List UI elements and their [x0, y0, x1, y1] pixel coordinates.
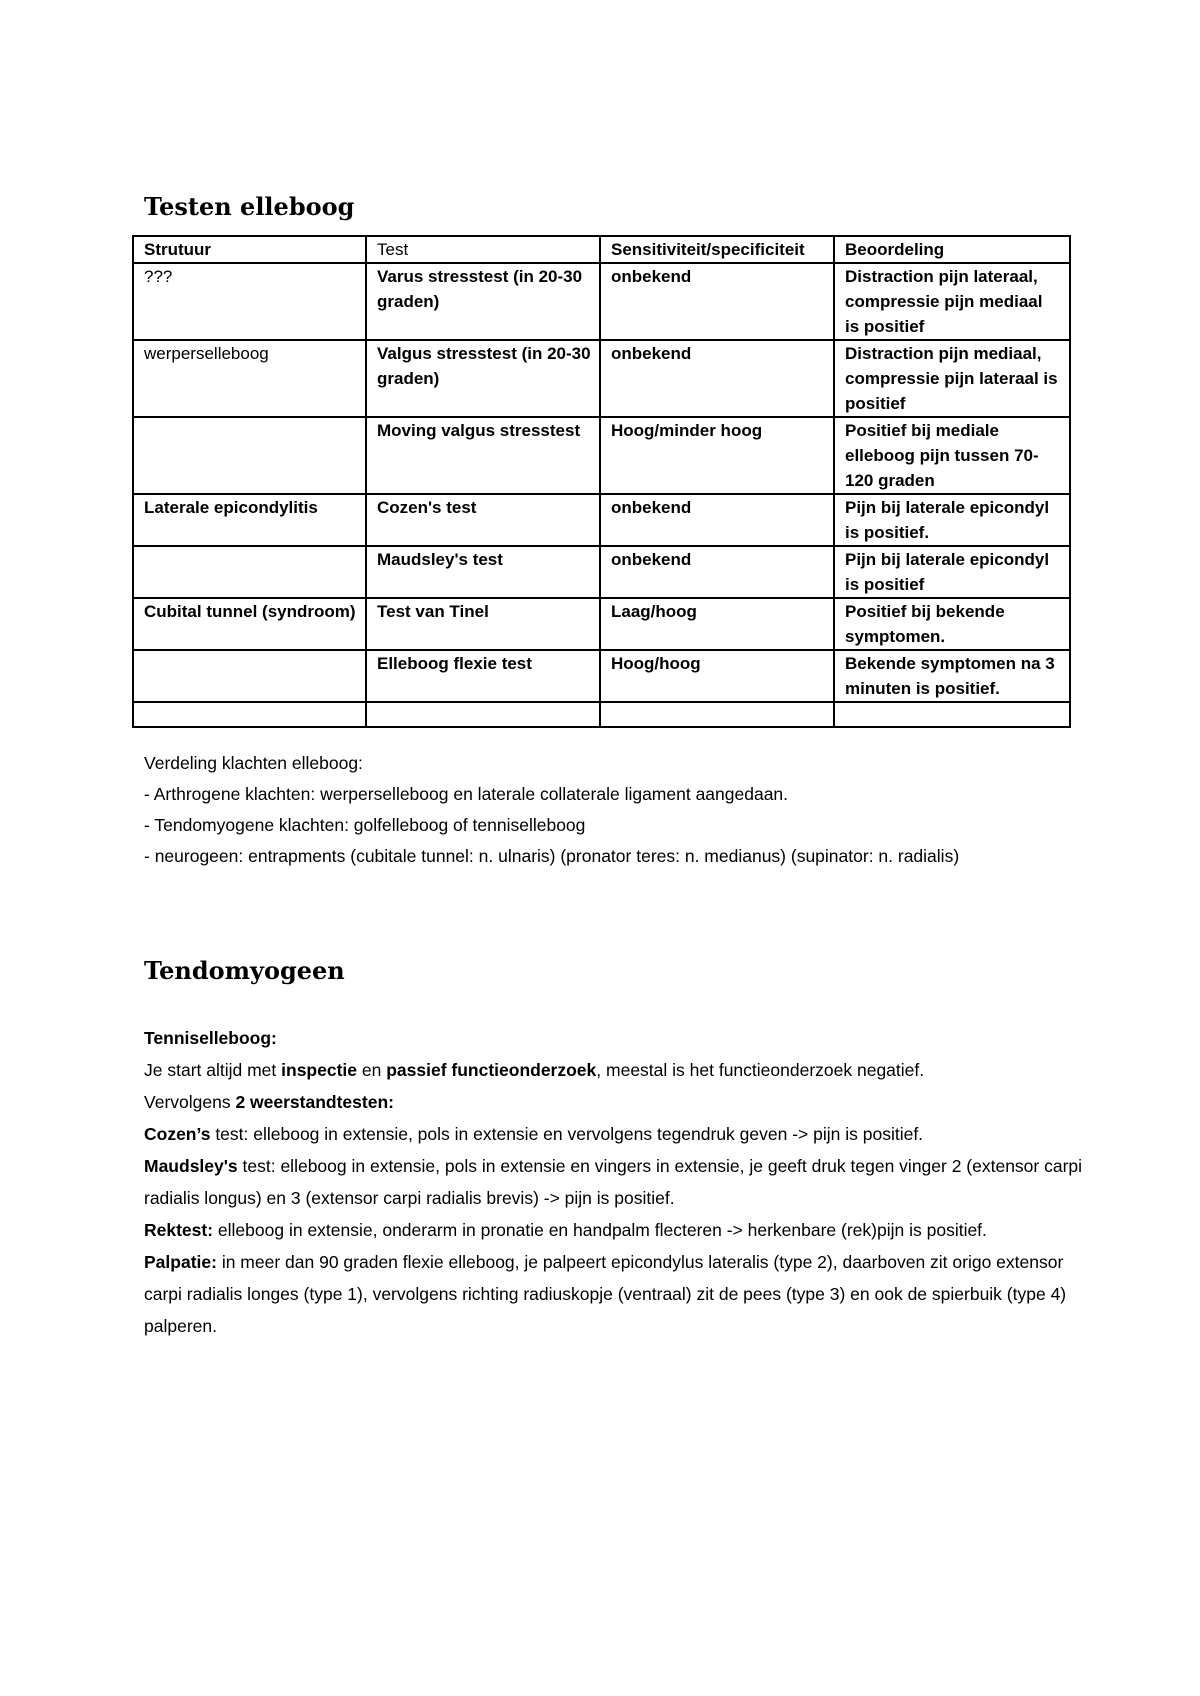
bold-run: Cozen’s [144, 1124, 211, 1144]
table-cell: Distraction pijn mediaal, compressie pijn lateraal is positief [834, 340, 1070, 417]
table-cell [133, 702, 366, 727]
table-row [133, 650, 1070, 702]
header-cell: Test [366, 236, 600, 263]
table-cell [600, 702, 834, 727]
tenniselleboog-section [144, 1022, 1084, 1342]
page-title: Testen elleboog [144, 192, 355, 221]
text-run: elleboog in extensie, onderarm in pronatie en handpalm flecteren -> herkenbare (rek)pijn is positief. [213, 1220, 987, 1240]
table-row [133, 702, 1070, 727]
table-cell: Valgus stresstest (in 20-30 graden) [366, 340, 600, 417]
table-cell: Varus stresstest (in 20-30 graden) [366, 263, 600, 340]
text-run: test: elleboog in extensie, pols in extensie en vingers in extensie, je geeft druk tegen vinger 2 (extensor carpi radialis longus) en 3 (extensor carpi radialis brevis) -> pijn is positief. [144, 1156, 1083, 1208]
table-cell: Cubital tunnel (syndroom) [133, 598, 366, 650]
list-item: - neurogeen: entrapments (cubitale tunnel: n. ulnaris) (pronator teres: n. medianus) (supinator: n. radialis) [144, 846, 960, 866]
table-row [133, 494, 1070, 546]
bold-run: 2 weerstandtesten: [235, 1092, 394, 1112]
table-row [133, 340, 1070, 417]
table-cell: onbekend [600, 494, 834, 546]
table-cell [834, 702, 1070, 727]
table-cell: Laag/hoog [600, 598, 834, 650]
bold-run: inspectie [281, 1060, 358, 1080]
table-cell: Positief bij mediale elleboog pijn tussen 70-120 graden [834, 417, 1070, 494]
text-run: Vervolgens [144, 1092, 236, 1112]
table-cell [133, 650, 366, 702]
maudsley-paragraph [144, 1150, 1084, 1214]
table-cell: onbekend [600, 263, 834, 340]
text-run: test: elleboog in extensie, pols in extensie en vervolgens tegendruk geven -> pijn is positief. [210, 1124, 924, 1144]
table-cell: Maudsley's test [366, 546, 600, 598]
table-cell: werperselleboog [133, 340, 366, 417]
table-cell: Cozen's test [366, 494, 600, 546]
table-cell: Bekende symptomen na 3 minuten is positief. [834, 650, 1070, 702]
table-cell: Test van Tinel [366, 598, 600, 650]
table-cell [366, 702, 600, 727]
list-item: - Arthrogene klachten: werperselleboog en laterale collaterale ligament aangedaan. [144, 784, 789, 804]
table-row [133, 598, 1070, 650]
tests-table [132, 235, 1071, 728]
table-cell: Hoog/minder hoog [600, 417, 834, 494]
table-cell: Elleboog flexie test [366, 650, 600, 702]
section-title: Tendomyogeen [144, 956, 345, 985]
subheading: Tenniselleboog: [144, 1028, 277, 1048]
table-cell: Pijn bij laterale epicondyl is positief [834, 546, 1070, 598]
text-run: en [357, 1060, 387, 1080]
bold-run: Rektest: [144, 1220, 214, 1240]
table-header-row [133, 236, 1070, 263]
bold-run: Maudsley's [144, 1156, 238, 1176]
table-cell: Laterale epicondylitis [133, 494, 366, 546]
verdeling-heading: Verdeling klachten elleboog: [144, 753, 363, 773]
table-cell: Positief bij bekende symptomen. [834, 598, 1070, 650]
intro-paragraph [144, 1054, 1084, 1086]
palpatie-paragraph [144, 1246, 1084, 1342]
list-item: - Tendomyogene klachten: golfelleboog of tenniselleboog [144, 815, 586, 835]
table-cell: Pijn bij laterale epicondyl is positief. [834, 494, 1070, 546]
header-cell: Strutuur [133, 236, 366, 263]
header-cell: Beoordeling [834, 236, 1070, 263]
table-row [133, 546, 1070, 598]
bold-run: passief functieonderzoek [386, 1060, 597, 1080]
table-cell: onbekend [600, 340, 834, 417]
table-cell: onbekend [600, 546, 834, 598]
table-row [133, 417, 1070, 494]
text-run: Je start altijd met [144, 1060, 282, 1080]
text-run: , meestal is het functieonderzoek negatief. [596, 1060, 925, 1080]
table-cell: Moving valgus stresstest [366, 417, 600, 494]
table-cell [133, 546, 366, 598]
table-cell: Hoog/hoog [600, 650, 834, 702]
text-run: in meer dan 90 graden flexie elleboog, je palpeert epicondylus lateralis (type 2), daarboven zit origo extensor carpi radialis longes (type 1), vervolgens richting radiuskopje (ventraal) zit de pees (type 3) en ook de spierbuik (type 4) palperen. [144, 1252, 1067, 1336]
header-cell: Sensitiviteit/specificiteit [600, 236, 834, 263]
verdeling-section [144, 748, 1064, 872]
table-cell: ??? [133, 263, 366, 340]
cozen-paragraph [144, 1118, 1084, 1150]
rektest-paragraph [144, 1214, 1084, 1246]
table-row [133, 263, 1070, 340]
table-cell: Distraction pijn lateraal, compressie pijn mediaal is positief [834, 263, 1070, 340]
vervolgens-paragraph [144, 1086, 1084, 1118]
bold-run: Palpatie: [144, 1252, 217, 1272]
table-cell [133, 417, 366, 494]
